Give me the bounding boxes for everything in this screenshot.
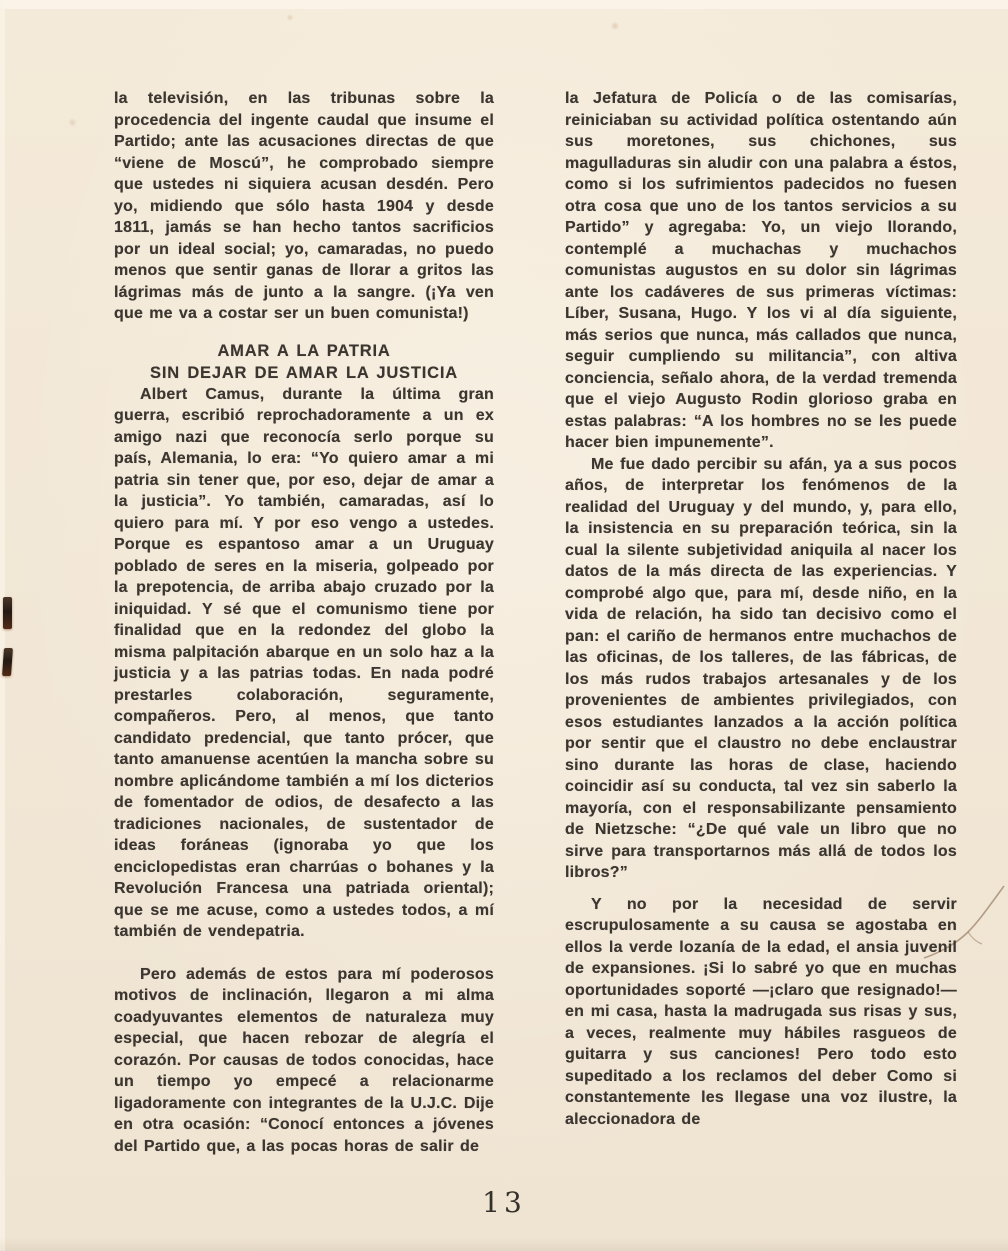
left-text-column (114, 88, 494, 1157)
scan-edge-top (0, 0, 1008, 9)
paper-stain (286, 14, 294, 21)
paper-stain (610, 22, 620, 30)
binding-mark-top (3, 597, 12, 629)
paragraph: la Jefatura de Policía o de las comisarías, reiniciaban su actividad política ostentando aún sus moretones, sus chichones, sus magulladuras sin aludir con una palabra a éstos, como si los sufrimientos padecidos no fuesen otra cosa que uno de los tantos servicios a su Partido” y agregaba: Yo, un viejo llorando, contemplé a muchachas y muchachos comunistas augustos en su dolor sin lágrimas ante los cadáveres de sus primeras víctimas: Líber, Susana, Hugo. Y los vi al día siguiente, más serios que nunca, más callados que nunca, seguir cumpliendo su militancia”, con altiva conciencia, señalo ahora, de la verdad tremenda que el viejo Augusto Rodin glorioso graba en estas palabras: “A los hombres no se les puede hacer bien impunemente”. (565, 90, 957, 451)
section-heading-line-2: SIN DEJAR DE AMAR LA JUSTICIA (150, 363, 458, 382)
paragraph: la televisión, en las tribunas sobre la procedencia del ingente caudal que insume el Partido; ante las acusaciones directas de que “viene de Moscú”, he comprobado siempre que ustedes ni siquiera acusan desdén. Pero yo, midiendo que sólo hasta 1904 y desde 1811, jamás se han hecho tantos sacrificios por un ideal social; yo, camaradas, no puedo menos que sentir ganas de llorar a gritos las lágrimas más de junto a la sangre. (¡Ya ven que me va a costar ser un buen comunista!) (114, 90, 494, 322)
section-heading-line-1: AMAR A LA PATRIA (217, 341, 391, 360)
right-text-column (565, 88, 957, 1130)
paragraph: Pero además de estos para mí poderosos motivos de inclinación, llegaron a mi alma coadyuvantes elementos de naturaleza muy especial, que hacen rebozar de alegría el corazón. Por causas de todos conocidas, hace un tiempo yo empecé a relacionarme ligadoramente con integrantes de la U.J.C. Dije en otra ocasión: “Conocí entonces a jóvenes del Partido que, a las pocas horas de salir de (114, 965, 494, 1155)
section-heading (114, 340, 494, 384)
paragraph: Me fue dado percibir su afán, ya a sus pocos años, de interpretar los fenómenos de la realidad del Uruguay y del mundo, y, para ello, la insistencia en su preparación teórica, sin la cual la silente subjetividad aniquila al nacer los datos de la más directa de las experiencias. Y comprobé algo que, para mí, desde niño, en la vida de relación, ha sido tan decisivo como el pan: el cariño de hermanos entre muchachos de las oficinas, de los talleres, de las fábricas, de los más rudos trabajos artesanales y de los provenientes de ambientes privilegiados, con esos estudiantes lanzados a la acción política por sentir que el claustro no debe enclaustrar sino durante las horas de clase, haciendo coincidir así su conducta, tal vez sin saberlo la mayoría, con el responsabilizante pensamiento de Nietzsche: “¿De qué vale un libro que no sirve para transportarnos más allá de todos los libros?” (565, 455, 957, 881)
scan-edge-bottom-shadow (0, 1237, 1008, 1251)
binding-mark-bottom (2, 648, 13, 676)
paragraph: Albert Camus, durante la última gran guerra, escribió reprochadoramente a un ex amigo nazi que reconocía serlo porque su país, Alemania, lo era: “Yo quiero amar a mi patria sin tener que, por eso, dejar de amar a la justicia”. Yo también, camaradas, así lo quiero para mí. Y por eso vengo a ustedes. Porque es espantoso amar a un Uruguay poblado de seres en la miseria, golpeado por la prepotencia, de arriba abajo cruzado por la iniquidad. Y sé que el comunismo tiene por finalidad que en la redondez del globo la misma palpitación abarque en un solo haz a la justicia y a las patrias todas. En nada podré prestarles colaboración, seguramente, compañeros. Pero, al menos, que tanto candidato predencial, que tanto prócer, que tanto amanuense acentúen la mancha sobre su nombre aplicándome también a mí los dicterios de fomentador de odios, de desafecto a las tradiciones nacionales, de sustentador de ideas foráneas (ignoraba yo que los enciclopedistas eran charrúas o bohanes y la Revolución Francesa una patriada oriental); que se me acuse, como a ustedes todos, a mí también de vendepatria. (114, 385, 494, 940)
paragraph: Y no por la necesidad de servir escrupulosamente a su causa se agostaba en ellos la verde lozanía de la edad, el ansia juvenil de expansiones. ¡Si lo sabré yo que en muchas oportunidades soporté —¡claro que resignado!— en mi casa, hasta la madrugada sus risas y sus, a veces, realmente muy hábiles rasgueos de guitarra y sus canciones! Pero todo esto supeditado a los reclamos del deber Como si constantemente les llegase una voz ilustre, la aleccionadora de (565, 895, 957, 1128)
paper-stain (68, 118, 77, 127)
page-number: 13 (482, 1186, 526, 1219)
